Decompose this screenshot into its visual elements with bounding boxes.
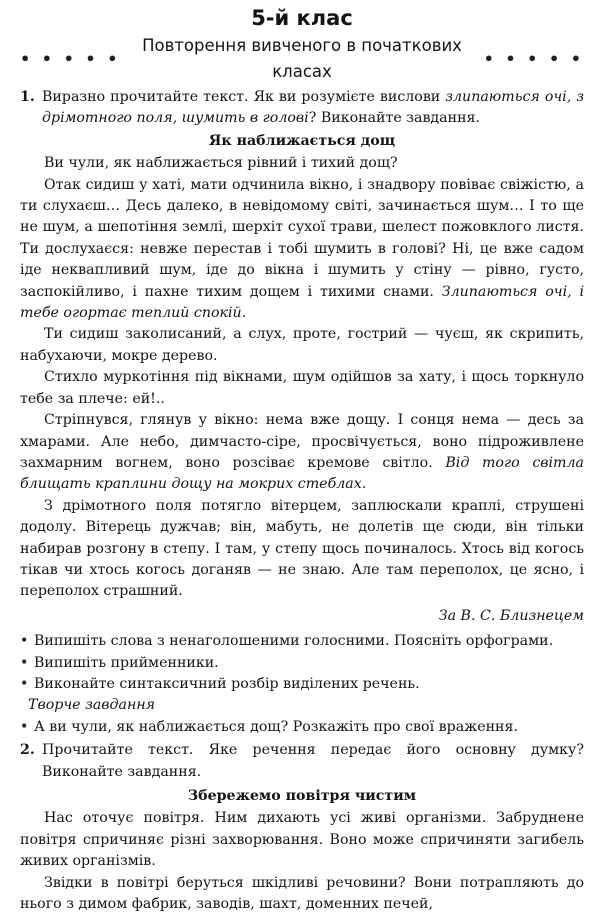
text-1-paragraph-5-italic: Від того світла блищать краплини дощу на мокрих стеблах. <box>20 454 584 493</box>
section-header <box>20 33 584 85</box>
text-1-paragraph-5 <box>20 410 584 496</box>
text-2-paragraph-1: Нас оточує повітря. Ним дихають усі живі організми. Забруднене повітря спричиняє різні захворювання. Воно може спричиняти загибель живих організмів. <box>20 810 584 870</box>
text-2-paragraph-2: Звідки в повітрі беруться шкідливі речовини? Вони потрапляють до нього з димом фабрик, заводів, шахт, доменних печей, <box>20 874 584 913</box>
bullet-mark: • <box>20 654 29 671</box>
bullet-mark: • <box>20 718 29 735</box>
text-1-paragraph-3: Ти сидиш заколисаний, а слух, проте, гострий — чуєш, як скрипить, набухаючи, мокре дерево. <box>20 326 584 364</box>
grade-heading: 5-й клас <box>251 6 353 30</box>
task-2-intro: Прочитайте текст. Яке речення передає його основну думку? Виконайте завдання. <box>42 742 584 780</box>
creative-task-label: Творче завдання <box>28 697 156 714</box>
text-1-title: Як наближається дощ <box>208 132 396 149</box>
section-title: Повторення вивченого в початкових класах <box>142 36 462 81</box>
bullet-text: Випишіть прийменники. <box>34 654 219 671</box>
bullet-mark: • <box>20 633 29 650</box>
text-1-paragraph-1: Ви чули, як наближається рівний і тихий дощ? <box>44 155 398 172</box>
text-1-paragraph-2-text: Отак сидиш у хаті, мати одчинила вікно, і знадвору повіває свіжістю, а ти слухаєш… Десь далеко, в невідомому світі, зачинається шум… І то ще не шум, а шепотіння землі, шерхіт сухої трави, шелест пожовклого листя. Ти дослухаєся: невже перестав і тобі шумить в голові? Ні, це вже садом іде неквапливий шум, іде до вікна і шумить у стіну — рівно, густо, заспокійливо, і пахне тихим дощем і тихими снами. <box>20 176 584 300</box>
bullet-item <box>20 653 584 674</box>
creative-task-list <box>20 717 584 738</box>
task-1-intro <box>42 87 584 130</box>
bullet-mark: • <box>20 675 29 692</box>
text-1-paragraph-4: Стихло муркотіння під вікнами, шум одійшов за хату, і щось торкнуло тебе за плече: ей!.. <box>20 369 584 407</box>
section-dots-right: • • • • • <box>483 49 584 68</box>
task-1-bullets <box>20 631 584 695</box>
task-2 <box>20 740 584 783</box>
text-2-title: Збережемо повітря чистим <box>187 788 417 804</box>
task-1-number: 1. <box>20 89 35 105</box>
text-1-paragraph-6: З дрімотного поля потягло вітерцем, заплюскали краплі, струшені додолу. Вітерець дужчав; він, мабуть, не долетів ще сюди, він тільки набирав розгону в степу. І там, у степу щось починалось. Хтось від когось тікав чи хтось когось доганяв — не знаю. Але там переполох, це ясно, і переполох страшний. <box>20 497 584 600</box>
text-1-author: За В. С. Близнецем <box>438 607 584 624</box>
section-dots-left: • • • • • <box>20 49 121 68</box>
task-2-number: 2. <box>20 742 35 759</box>
bullet-text: Випишіть слова з ненаголошеними голосними. Поясніть орфограми. <box>34 633 554 650</box>
text-1-paragraph-5-text: Стріпнувся, глянув у вікно: нема вже дощу. І сонця нема — десь за хмарами. Але небо, димчасто-сіре, просвічується, воно підроживлене захмарним вогнем, воно розсіває кремове світло. <box>20 412 584 471</box>
text-1-paragraph-2 <box>20 175 584 325</box>
creative-task-text: А ви чули, як наближається дощ? Розкажіть про свої враження. <box>34 718 518 735</box>
task-1 <box>20 87 584 130</box>
task-1-intro-start: Виразно прочитайте текст. Як ви розумієте вислови <box>42 89 446 105</box>
bullet-item <box>20 717 584 738</box>
task-1-intro-end: ? Виконайте завдання. <box>308 110 481 127</box>
text-1-paragraph-2-italic: Злипаються очі, і тебе огортає теплий спокій. <box>20 283 584 322</box>
bullet-item <box>20 631 584 652</box>
bullet-text: Виконайте синтаксичний розбір виділених речень. <box>34 675 420 692</box>
task-1-intro-phrases: злипаються очі, з дрімотного поля, шумить в голові <box>42 89 584 127</box>
bullet-item <box>20 674 584 695</box>
